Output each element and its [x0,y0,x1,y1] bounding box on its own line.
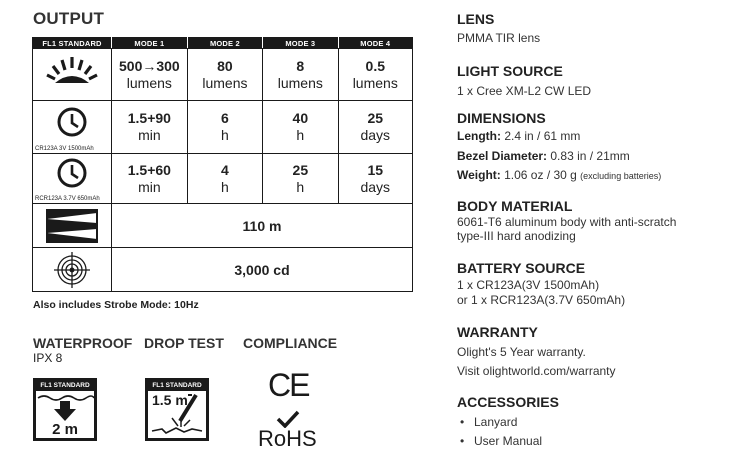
beam-distance-cell [33,204,112,248]
drop-test-badge-band: FL1 STANDARD [148,381,206,391]
runtime-rcr-mode-4: 15 days [338,154,412,204]
light-mode-2: 80 lumens [187,49,262,101]
waterproof-depth: 2 m [52,421,78,438]
lens-text: PMMA TIR lens [457,31,541,45]
strobe-note: Also includes Strobe Mode: 10Hz [33,299,199,311]
header-mode-3: MODE 3 [263,38,338,49]
accessory-item-user-manual: • User Manual [460,434,542,448]
light-output-cell [33,49,112,101]
body-material-line-1: 6061-T6 aluminum body with anti-scratch [457,215,677,229]
waterproof-badge-band: FL1 STANDARD [36,381,94,391]
output-table [32,37,413,292]
light-source-heading: LIGHT SOURCE [457,63,563,79]
header-mode-2: MODE 2 [187,38,262,49]
warranty-heading: WARRANTY [457,324,538,340]
drop-test-badge [145,378,209,441]
runtime-cr123a-cell [33,101,112,154]
output-table-header [33,38,413,49]
light-mode-3: 8 lumens [263,49,338,101]
row-peak-intensity [33,248,413,292]
runtime-rcr-mode-1: 1.5+60 min [112,154,188,204]
row-beam-distance [33,204,413,248]
runtime-rcr-mode-2: 4 h [187,154,262,204]
dimension-weight: Weight: 1.06 oz / 30 g (excluding batteries) [457,168,662,182]
body-material-heading: BODY MATERIAL [457,198,573,214]
battery-source-line-1: 1 x CR123A(3V 1500mAh) [457,278,600,292]
light-mode-1: 500→300 lumens [112,49,188,101]
drop-impact-icon [148,391,206,439]
battery-source-line-2: or 1 x RCR123A(3.7V 650mAh) [457,293,626,307]
battery-source-heading: BATTERY SOURCE [457,260,586,276]
peak-intensity-value: 3,000 cd [112,248,413,292]
peak-intensity-icon [33,249,111,291]
warranty-line-1: Olight's 5 Year warranty. [457,345,586,359]
runtime-cr-mode-4: 25 days [338,101,412,154]
body-material-line-2: type-III hard anodizing [457,229,576,243]
row-light-output [33,49,413,101]
light-mode-4: 0.5 lumens [338,49,412,101]
battery-note-rcr123a: RCR123A 3.7V 650mAh [35,196,100,202]
peak-intensity-cell [33,248,112,292]
row-runtime-cr123a [33,101,413,154]
light-output-icon [33,49,111,95]
drop-test-title: DROP TEST [144,335,224,351]
header-mode-1: MODE 1 [112,38,188,49]
light-source-text: 1 x Cree XM-L2 CW LED [457,84,592,98]
accessories-heading: ACCESSORIES [457,394,559,410]
dimensions-heading: DIMENSIONS [457,110,546,126]
waterproof-rating: IPX 8 [33,351,63,365]
header-standard: FL1 STANDARD [33,38,112,49]
beam-distance-value: 110 m [112,204,413,248]
accessory-item-lanyard: • Lanyard [460,415,517,429]
dimension-length: Length: 2.4 in / 61 mm [457,129,581,143]
row-runtime-rcr123a [33,154,413,204]
runtime-rcr-mode-3: 25 h [263,154,338,204]
battery-note-cr123a: CR123A 3V 1500mAh [35,146,94,152]
clock-icon [33,102,111,153]
rohs-mark: RoHS [258,426,317,451]
compliance-title: COMPLIANCE [243,335,338,351]
waterproof-badge [33,378,97,441]
lens-heading: LENS [457,11,495,27]
drop-test-height: 1.5 m [152,392,188,408]
dimension-bezel: Bezel Diameter: 0.83 in / 21mm [457,149,630,163]
header-mode-4: MODE 4 [338,38,412,49]
runtime-cr-mode-2: 6 h [187,101,262,154]
runtime-rcr123a-cell [33,154,112,204]
output-heading: OUTPUT [33,9,105,28]
waterproof-title: WATERPROOF [33,335,133,351]
beam-distance-icon [33,205,111,247]
warranty-link[interactable]: Visit olightworld.com/warranty [457,364,616,378]
runtime-cr-mode-1: 1.5+90 min [112,101,188,154]
ce-mark: CE [268,367,309,403]
runtime-cr-mode-3: 40 h [263,101,338,154]
